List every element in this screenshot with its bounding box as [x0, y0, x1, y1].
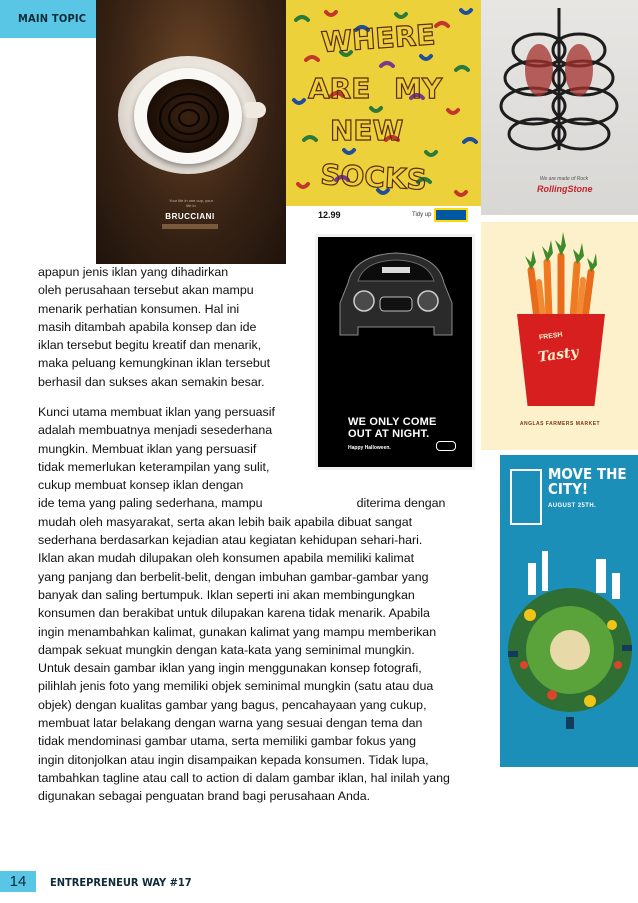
lungs-ad-image — [481, 0, 638, 215]
text-line: iklan tersebut begitu kreatif dan menarik, — [38, 338, 262, 353]
lungs-ad-logo: RollingStone — [537, 184, 593, 194]
car-illustration — [334, 243, 458, 347]
coffee-ad-brand-bar — [162, 224, 218, 229]
text-line: yang panjang dan berbelit-belit, dengan imbuhan gambar-gambar yang — [38, 569, 429, 584]
ikea-logo — [434, 208, 468, 222]
coffee-ad-brand: BRUCCIANI — [165, 212, 215, 221]
text-line: mungkin. Membuat iklan yang persuasif — [38, 441, 257, 456]
text-line: ingin menambahkan kalimat, gunakan kalimat yang mampu memberikan — [38, 624, 437, 639]
text-line: menarik perhatian konsumen. Hal ini — [38, 301, 240, 316]
text-line: digunakan sebagai penguatan brand bagi perusahaan Anda. — [38, 789, 371, 804]
text-line: apapun jenis iklan yang dihadirkan — [38, 265, 229, 279]
text-line: sederhana berdasarkan kejadian atau kegiatan kehidupan sehari-hari. — [38, 533, 423, 548]
city-ad-date: AUGUST 25TH. — [548, 503, 597, 509]
body-paragraph-2 — [38, 403, 450, 806]
text-line: tidak mendominasi gambar utama, serta memiliki gambar fokus yang — [38, 734, 417, 749]
text-line: objek) dengan kualitas gambar yang bagus, pencahayaan yang cukup, — [38, 697, 427, 712]
text-segment-right: diterima dengan — [356, 496, 446, 511]
city-ad-image — [500, 455, 638, 767]
text-line: adalah membuatnya menjadi sesederhana — [38, 423, 273, 438]
svg-text:SOCKS: SOCKS — [319, 158, 428, 197]
svg-text:MY: MY — [394, 72, 443, 105]
text-line: cukup membuat konsep iklan dengan — [38, 478, 244, 493]
text-line: mudah oleh masyarakat, serta akan lebih baik apabila dibuat sangat — [38, 514, 413, 529]
text-line: Untuk desain gambar iklan yang ingin menggunakan konsep fotografi, — [38, 661, 422, 676]
coffee-ad-tagline: Your life in one cup, your life in — [169, 198, 213, 208]
text-line: banyak dan saling bertumpuk. Iklan seperti ini akan membingungkan — [38, 587, 415, 602]
svg-text:NEW: NEW — [330, 114, 404, 147]
text-line: pilihlah jenis foto yang memiliki objek seminimal mungkin (satu atau dua — [38, 679, 434, 694]
socks-ad-price: 12.99 — [318, 210, 341, 220]
body-paragraph-1 — [38, 263, 270, 391]
socks-pattern — [286, 0, 481, 206]
city-gear-illustration — [500, 455, 638, 767]
socks-ad-image — [286, 0, 481, 230]
fries-ad-footer: ANGLAS FARMERS MARKET — [519, 421, 601, 427]
text-line: ingin ditonjolkan atau ingin disampaikan kepada konsumen. Tidak lupa, — [38, 752, 429, 767]
lungs-ad-caption: We are made of Rock — [539, 176, 589, 182]
text-line-split — [38, 494, 450, 512]
text-line: tambahkan tagline atau call to action di dalam gambar iklan, hal inilah yang — [38, 770, 450, 785]
text-line: maka peluang kemungkinan iklan tersebut — [38, 356, 271, 371]
text-line: Kunci utama membuat iklan yang persuasif — [38, 405, 275, 419]
socks-ad-tidy-text: Tidy up — [412, 212, 432, 218]
cup-handle — [242, 102, 266, 118]
mini-ad-subline: Happy Halloween. — [348, 445, 391, 451]
section-tag: MAIN TOPIC — [0, 0, 100, 38]
page-number: 14 — [0, 871, 36, 892]
svg-text:WHERE: WHERE — [320, 18, 437, 59]
coffee-ad-image — [96, 0, 286, 264]
text-line: konsumen dan berakibat untuk dilupakan karena tidak menarik. Apabila — [38, 606, 430, 621]
mini-ad-headline: WE ONLY COME OUT AT NIGHT. — [348, 416, 437, 440]
fries-ad-image — [481, 222, 638, 450]
text-line: dampak sekuat mungkin dengan kata-kata yang seminimal mungkin. — [38, 642, 415, 657]
fries-ad-tasty: Tasty — [537, 344, 580, 366]
text-line: Iklan akan mudah dilupakan oleh konsumen apabila memiliki kalimat — [38, 551, 415, 566]
text-line: berhasil dan sukses akan semakin besar. — [38, 374, 265, 389]
coffee-ring — [178, 109, 200, 127]
text-line: tidak memerlukan keterampilan yang sulit, — [38, 459, 270, 474]
city-ad-title: MOVE THE CITY! — [548, 465, 627, 498]
text-line: oleh perusahaan tersebut akan mampu — [38, 283, 254, 298]
svg-text:ARE: ARE — [308, 72, 371, 105]
text-line: membuat latar belakang dengan warna yang sesuai dengan tema dan — [38, 716, 423, 731]
text-segment-left: ide tema yang paling sederhana, mampu — [38, 496, 263, 511]
rib-cage-illustration — [481, 0, 638, 170]
magazine-issue: ENTREPRENEUR WAY #17 — [50, 876, 192, 889]
fries-ad-fresh: FRESH — [538, 331, 564, 342]
text-line: masih ditambah apabila konsep dan ide — [38, 319, 257, 334]
